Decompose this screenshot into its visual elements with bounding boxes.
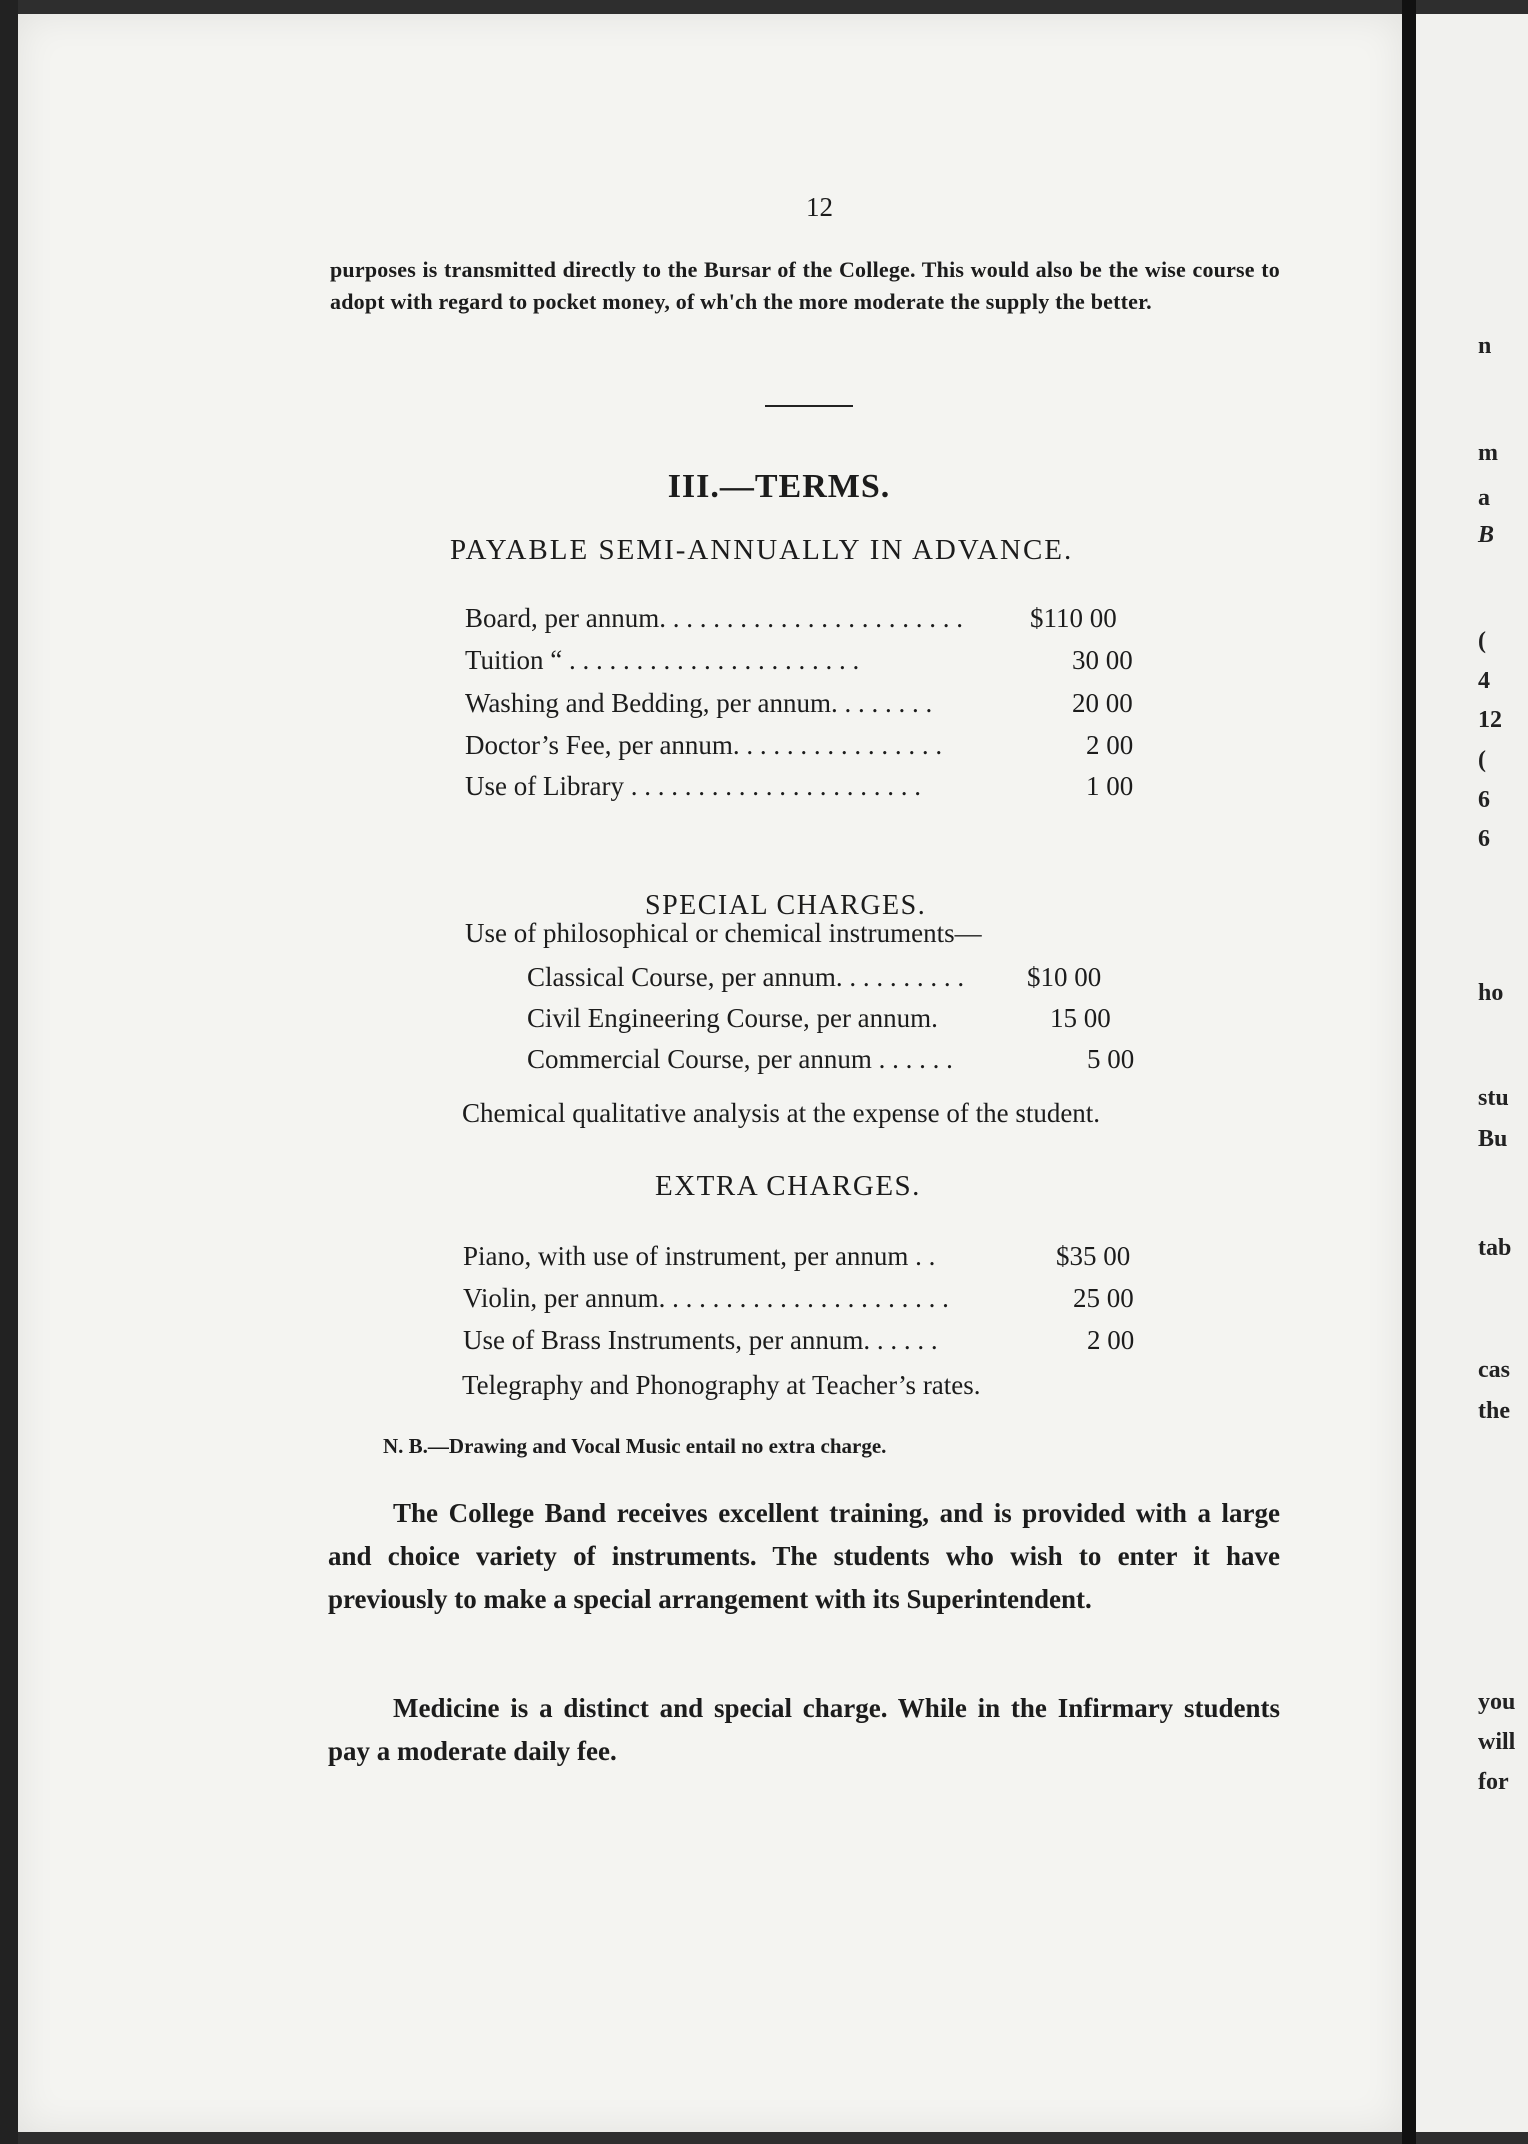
right-page-fragment: 12 <box>1478 707 1502 733</box>
right-page-fragment: n <box>1478 333 1492 359</box>
right-page-fragment: 6 <box>1478 826 1490 852</box>
terms-row <box>465 771 1185 811</box>
extra-row <box>463 1325 1183 1365</box>
terms-row <box>465 688 1185 728</box>
terms-row <box>465 730 1185 770</box>
payable-subheading: PAYABLE SEMI-ANNUALLY IN ADVANCE. <box>450 534 1074 566</box>
section-divider <box>765 405 853 407</box>
book-edge <box>0 0 18 2144</box>
right-page-fragment: Bu <box>1478 1126 1508 1152</box>
extra-charges-heading: EXTRA CHARGES. <box>655 1170 921 1202</box>
terms-row-label: Tuition “ . . . . . . . . . . . . . . . . . . . . . . <box>465 645 860 675</box>
right-page-fragment: 4 <box>1478 668 1490 694</box>
special-row-label: Classical Course, per annum. . . . . . . . . . <box>527 962 965 992</box>
special-row <box>527 1044 1247 1084</box>
nb-note: N. B.—Drawing and Vocal Music entail no extra charge. <box>383 1434 887 1458</box>
medicine-paragraph: Medicine is a distinct and special charge. While in the Infirmary students pay a moderate daily fee. <box>328 1693 1280 1766</box>
right-page <box>1416 14 1528 2132</box>
terms-heading: III.—TERMS. <box>667 468 891 505</box>
extra-row-amount: 2 00 <box>1087 1325 1135 1355</box>
terms-row-label: Use of Library . . . . . . . . . . . . . . . . . . . . . . <box>465 771 921 801</box>
page-number: 12 <box>806 192 833 222</box>
special-row <box>527 1003 1247 1043</box>
terms-row-label: Washing and Bedding, per annum. . . . . . . . <box>465 688 933 718</box>
right-page-fragment: ho <box>1478 980 1504 1006</box>
special-row-label: Civil Engineering Course, per annum. <box>527 1003 938 1033</box>
extra-row-label: Violin, per annum. . . . . . . . . . . . . . . . . . . . . . <box>463 1283 949 1313</box>
right-page-fragment: tab <box>1478 1235 1512 1261</box>
right-page-fragment: ( <box>1478 747 1486 773</box>
terms-row-amount: $110 00 <box>1030 603 1117 633</box>
extra-row <box>463 1283 1183 1323</box>
special-row-amount: 5 00 <box>1087 1044 1135 1074</box>
right-page-fragment: m <box>1478 440 1498 466</box>
terms-row-amount: 2 00 <box>1086 730 1134 760</box>
band-paragraph: The College Band receives excellent training, and is provided with a large and choice variety of instruments. The students who wish to enter it have previously to make a special arrangement with its Superintendent. <box>328 1498 1280 1614</box>
telegraphy-note: Telegraphy and Phonography at Teacher’s rates. <box>462 1370 981 1400</box>
right-page-fragment: the <box>1478 1398 1510 1424</box>
right-page-fragment: cas <box>1478 1357 1510 1383</box>
terms-row <box>465 645 1185 685</box>
chemical-analysis-note: Chemical qualitative analysis at the expense of the student. <box>462 1098 1101 1128</box>
extra-row-label: Use of Brass Instruments, per annum. . . . . . <box>463 1325 938 1355</box>
terms-row-amount: 20 00 <box>1072 688 1133 718</box>
special-row-amount: $10 00 <box>1027 962 1102 992</box>
right-page-fragment: stu <box>1478 1085 1509 1111</box>
extra-row-label: Piano, with use of instrument, per annum . . <box>463 1241 936 1271</box>
right-page-fragment: B <box>1478 522 1495 548</box>
right-page-fragment: for <box>1478 1769 1509 1795</box>
terms-row-amount: 1 00 <box>1086 771 1134 801</box>
terms-row-amount: 30 00 <box>1072 645 1133 675</box>
book-gutter <box>1402 0 1416 2144</box>
terms-row-label: Doctor’s Fee, per annum. . . . . . . . . . . . . . . . <box>465 730 943 760</box>
terms-row-label: Board, per annum. . . . . . . . . . . . . . . . . . . . . . . <box>465 603 963 633</box>
special-row-label: Commercial Course, per annum . . . . . . <box>527 1044 953 1074</box>
terms-row <box>465 603 1185 643</box>
special-row <box>527 962 1247 1002</box>
right-page-fragment: ( <box>1478 628 1486 654</box>
special-row-amount: 15 00 <box>1050 1003 1111 1033</box>
extra-row-amount: $35 00 <box>1056 1241 1131 1271</box>
right-page-fragment: a <box>1478 485 1490 511</box>
right-page-fragment: you <box>1478 1689 1516 1715</box>
right-page-fragment: 6 <box>1478 787 1490 813</box>
special-charges-heading: SPECIAL CHARGES. <box>645 890 927 921</box>
extra-row-amount: 25 00 <box>1073 1283 1134 1313</box>
special-intro: Use of philosophical or chemical instruments— <box>465 918 982 948</box>
extra-row <box>463 1241 1183 1281</box>
intro-paragraph: purposes is transmitted directly to the Bursar of the College. This would also be the wise course to adopt with regard to pocket money, of wh'ch the more moderate the supply the better. <box>330 257 1280 314</box>
right-page-fragment: will <box>1478 1729 1516 1755</box>
